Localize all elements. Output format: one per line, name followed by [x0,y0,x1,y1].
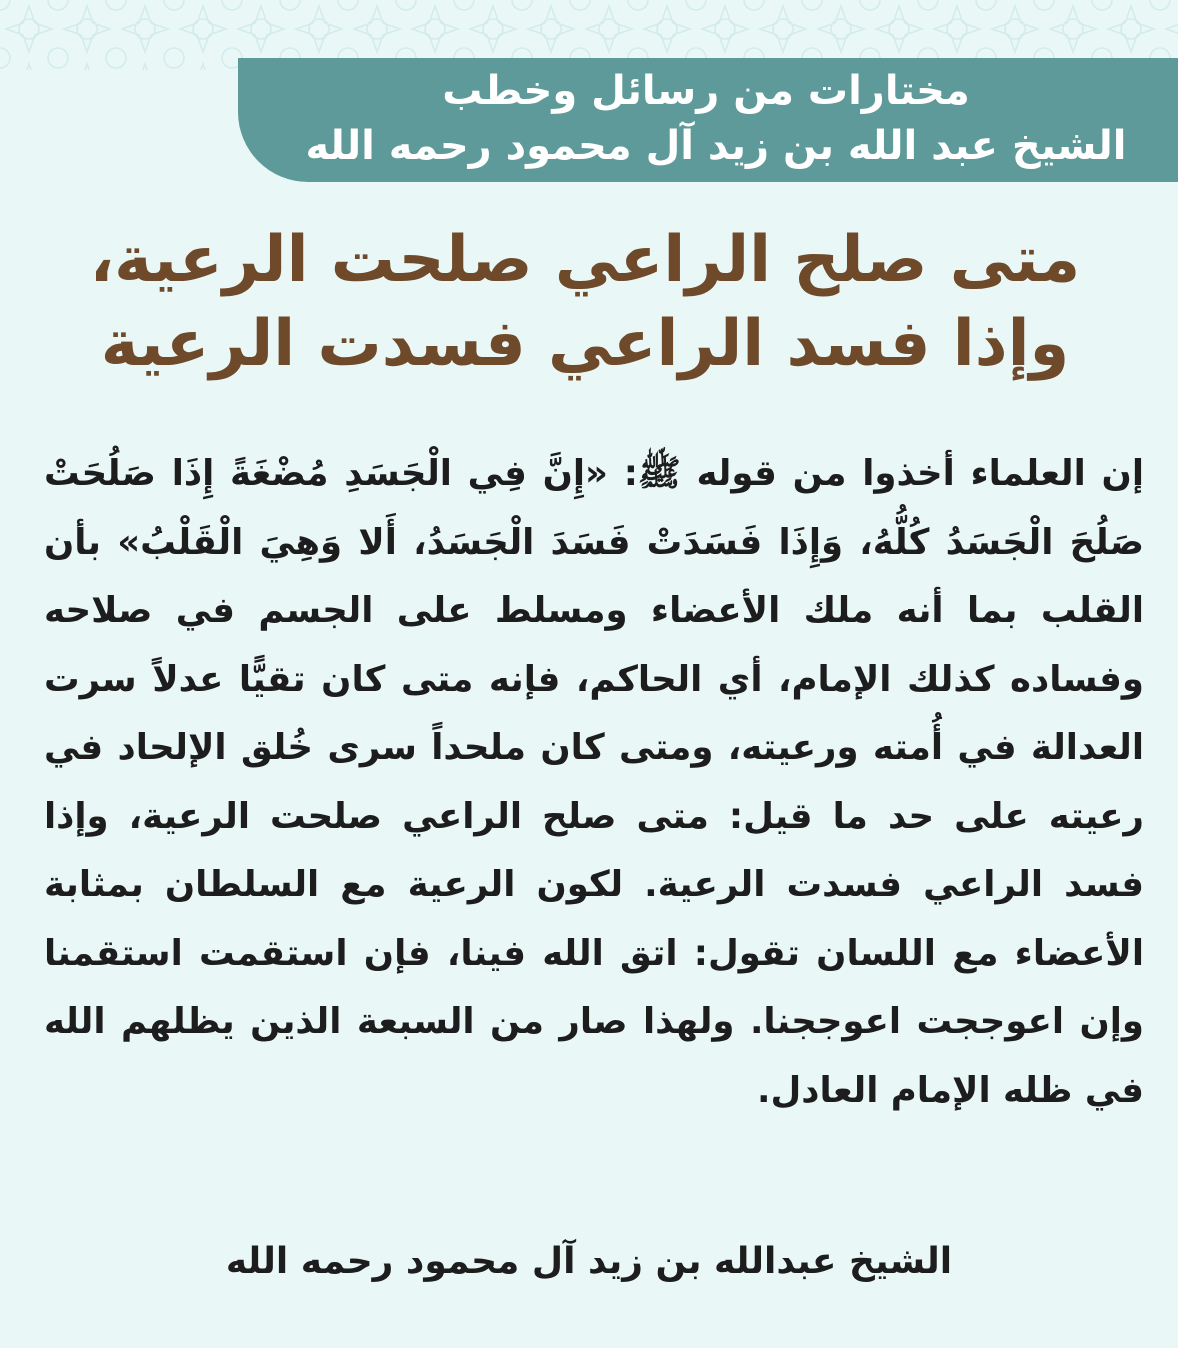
header-subtitle: مختارات من رسائل وخطب [442,68,970,114]
page-title [20,218,1150,386]
article-body: إن العلماء أخذوا من قوله ﷺ: «إِنَّ فِي الْجَسَدِ مُضْغَةً إِذَا صَلُحَتْ صَلُحَ الْجَسَدُ كُلُّهُ، وَإِذَا فَسَدَتْ فَسَدَ الْجَسَدُ، أَلا وَهِيَ الْقَلْبُ» بأن القلب بما أنه ملك الأعضاء ومسلط على الجسم في صلاحه وفساده كذلك الإمام، أي الحاكم، فإنه متى كان تقيًّا عدلاً سرت العدالة في أُمته ورعيته، ومتى كان ملحداً سرى خُلق الإلحاد في رعيته على حد ما قيل: متى صلح الراعي صلحت الرعية، وإذا فسد الراعي فسدت الرعية. لكون الرعية مع السلطان بمثابة الأعضاء مع اللسان تقول: اتق الله فينا، فإن استقمت استقمنا وإن اعوججت اعوججنا. ولهذا صار من السبعة الذين يظلهم الله في ظله الإمام العادل. [44,453,1144,1111]
title-line-1: متى صلح الراعي صلحت الرعية، [89,223,1081,297]
author-signature: الشيخ عبدالله بن زيد آل محمود رحمه الله [225,1241,953,1282]
title-line-2: وإذا فسد الراعي فسدت الرعية [100,307,1070,381]
header-banner [238,58,1178,182]
header-author: الشيخ عبد الله بن زيد آل محمود رحمه الله [305,123,1127,169]
